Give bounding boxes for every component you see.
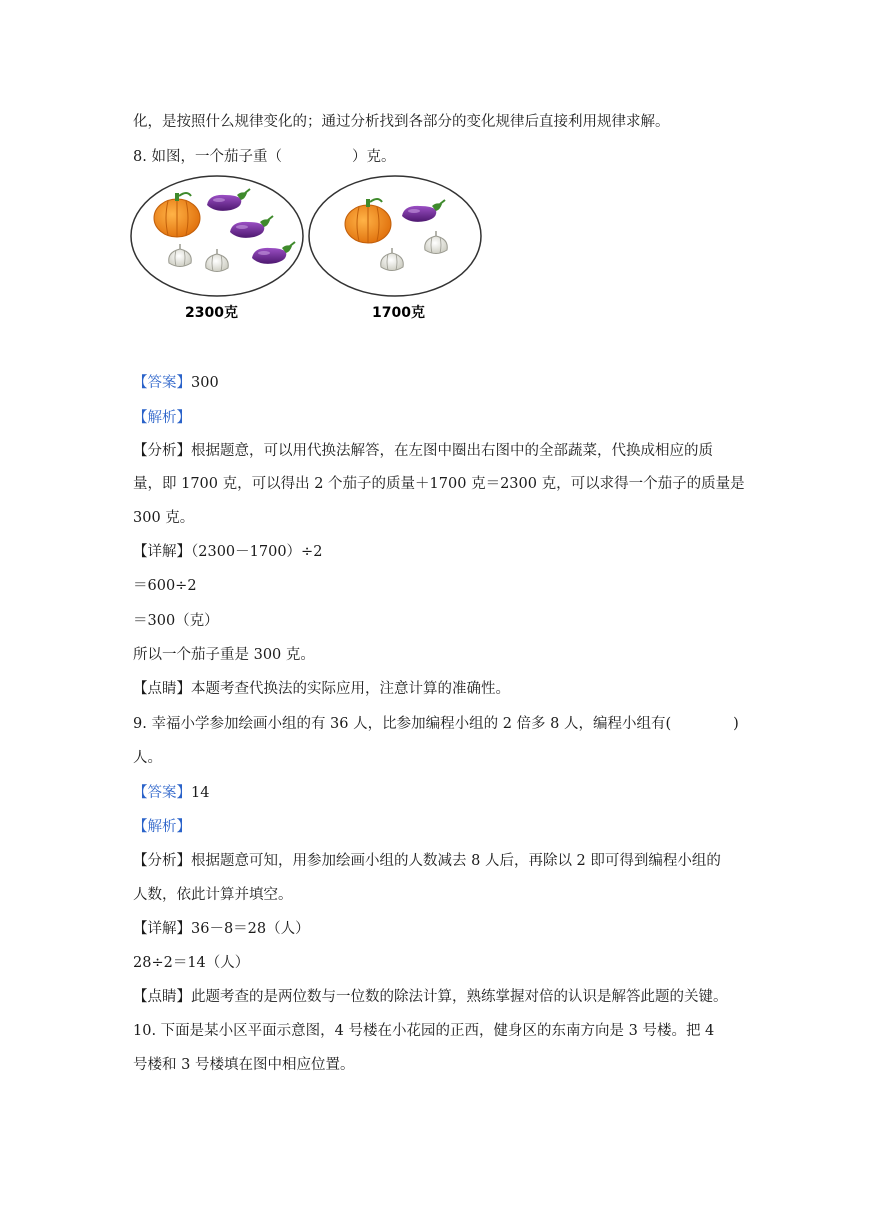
- question-10: 10. 下面是某小区平面示意图，4 号楼在小花园的正西，健身区的东南方向是 3 号楼。把 4: [133, 1023, 715, 1039]
- question-9: [133, 714, 739, 734]
- answer-tag: 【答案】: [133, 785, 191, 801]
- question-8: [133, 147, 395, 167]
- detail-line: 【详解】36－8＝28（人）: [133, 921, 310, 937]
- text-line: 化，是按照什么规律变化的；通过分析找到各部分的变化规律后直接利用规律求解。: [133, 114, 670, 130]
- left-plate: [131, 176, 303, 296]
- detail-line: 28÷2＝14（人）: [133, 955, 250, 971]
- question-9-tail: 人。: [133, 750, 162, 766]
- left-weight-label: 2300克: [185, 305, 238, 321]
- scale-figure: [130, 170, 490, 330]
- analysis-tag: 【解析】: [133, 819, 191, 835]
- detail-line: ＝300（克）: [133, 613, 219, 629]
- question-9-paren: ): [733, 716, 739, 732]
- comment-line: 【点睛】本题考查代换法的实际应用，注意计算的准确性。: [133, 681, 510, 697]
- analysis-line: 量，即 1700 克，可以得出 2 个茄子的质量＋1700 克＝2300 克，可以求得一个茄子的质量是: [133, 476, 745, 492]
- comment-line: 【点睛】此题考查的是两位数与一位数的除法计算，熟练掌握对倍的认识是解答此题的关键。: [133, 989, 728, 1005]
- question-8-text: 8. 如图，一个茄子重（: [133, 149, 282, 165]
- answer-value: 300: [191, 375, 219, 391]
- answer-value: 14: [191, 785, 210, 801]
- analysis-line: 人数，依此计算并填空。: [133, 887, 293, 903]
- answer-tag: 【答案】: [133, 375, 191, 391]
- question-10-tail: 号楼和 3 号楼填在图中相应位置。: [133, 1057, 355, 1073]
- answer-line: [133, 783, 209, 803]
- right-weight-label: 1700克: [372, 305, 425, 321]
- right-plate: [309, 176, 481, 296]
- conclusion-line: 所以一个茄子重是 300 克。: [133, 647, 315, 663]
- answer-line: [133, 373, 219, 393]
- detail-line: ＝600÷2: [133, 578, 197, 594]
- analysis-tag: 【解析】: [133, 410, 191, 426]
- detail-line: 【详解】（2300－1700）÷2: [133, 544, 323, 560]
- question-9-text: 9. 幸福小学参加绘画小组的有 36 人，比参加编程小组的 2 倍多 8 人，编程小组有(: [133, 716, 672, 732]
- analysis-line: 300 克。: [133, 510, 195, 526]
- question-8-tail: ）克。: [351, 149, 396, 165]
- analysis-line: 【分析】根据题意，可以用代换法解答，在左图中圈出右图中的全部蔬菜，代换成相应的质: [133, 443, 713, 459]
- analysis-line: 【分析】根据题意可知，用参加绘画小组的人数减去 8 人后，再除以 2 即可得到编程小组的: [133, 853, 721, 869]
